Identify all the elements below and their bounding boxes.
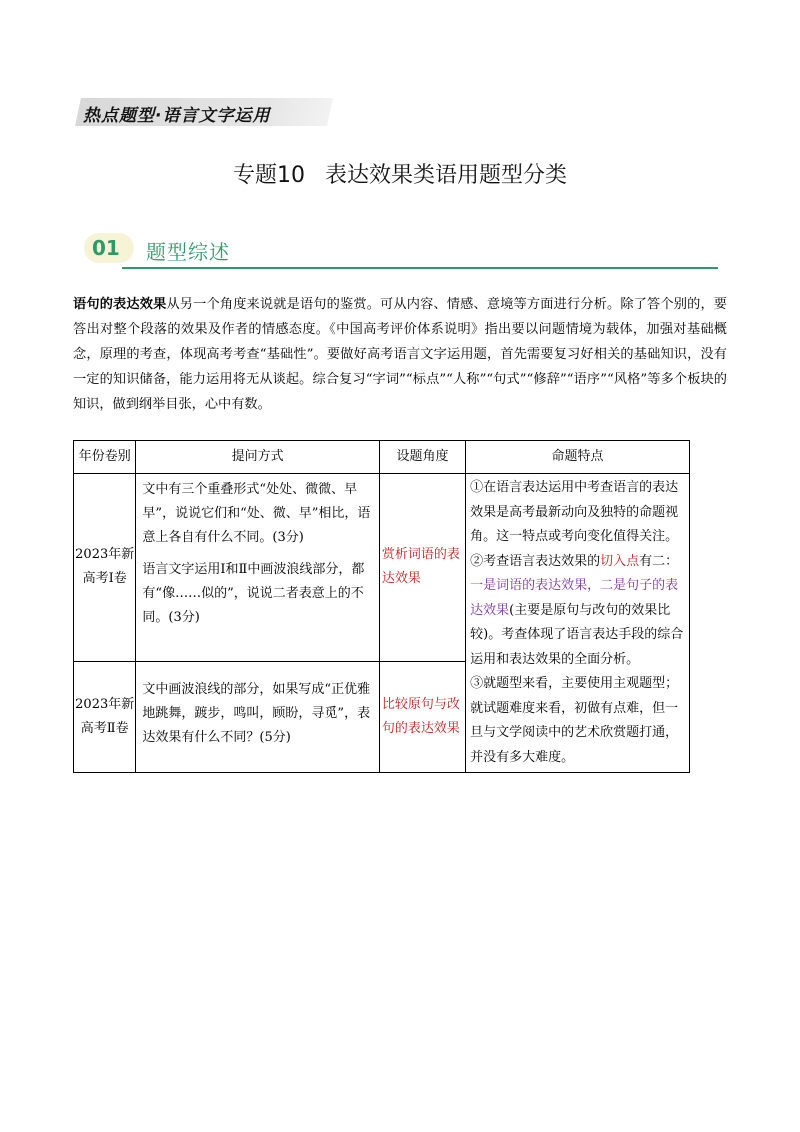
question-type-table bbox=[73, 440, 690, 773]
feature-2-lead: ②考查语言表达效果的 bbox=[470, 553, 601, 569]
header-year: 年份卷别 bbox=[74, 441, 136, 474]
feature-2-highlight: 一是词语的表达效果，二是句子的表达效果 bbox=[470, 578, 679, 618]
row-angle: 比较原句与改句的表达效果 bbox=[379, 661, 465, 772]
section-underline bbox=[122, 267, 718, 269]
table-row bbox=[74, 474, 690, 662]
feature-2-colon: 有二： bbox=[639, 553, 679, 569]
intro-bold-term: 语句的表达效果 bbox=[73, 297, 167, 312]
header-question: 提问方式 bbox=[136, 441, 379, 474]
title-prefix: 专题10 bbox=[232, 163, 305, 188]
feature-point-3: ③就题型来看，主要使用主观题型；就试题难度来看，初做有点难，但一旦与文学阅读中的艺术欣赏题打通，并没有多大难度。 bbox=[470, 676, 679, 765]
feature-cell bbox=[466, 474, 690, 773]
page-title bbox=[0, 158, 800, 189]
section-heading bbox=[78, 228, 718, 272]
row-year: 2023年新高考Ⅱ卷 bbox=[74, 661, 136, 772]
banner-label: 热点题型·语言文字运用 bbox=[83, 106, 271, 126]
question-text: 文中画波浪线的部分，如果写成“正优雅地跳舞，踱步，鸣叫，顾盼，寻觅”，表达效果有什么不同？(5分) bbox=[142, 681, 371, 745]
row-year: 2023年新高考Ⅰ卷 bbox=[74, 474, 136, 662]
section-number: 01 bbox=[92, 236, 120, 260]
question-text: 语言文字运用Ⅰ和Ⅱ中画波浪线部分，都有“像……似的”，说说二者表意上的不同。(3分) bbox=[142, 562, 365, 625]
row-questions bbox=[136, 474, 379, 662]
feature-2-keyword: 切入点 bbox=[600, 553, 640, 569]
intro-paragraph bbox=[73, 292, 727, 417]
topic-banner bbox=[75, 98, 325, 128]
table-header-row bbox=[74, 441, 690, 474]
feature-point-2 bbox=[470, 550, 685, 673]
row-questions bbox=[136, 661, 379, 772]
header-feature: 命题特点 bbox=[466, 441, 690, 474]
section-title: 题型综述 bbox=[146, 240, 230, 264]
feature-point-1: ①在语言表达运用中考查语言的表达效果是高考最新动向及独特的命题视角。这一特点或考向变化值得关注。 bbox=[470, 480, 679, 544]
question-text: 文中有三个重叠形式“处处、微微、早早”，说说它们和“处、微、早”相比，语意上各自有什么不同。(3分) bbox=[142, 482, 371, 545]
title-text: 表达效果类语用题型分类 bbox=[324, 163, 567, 188]
intro-text: 从另一个角度来说就是语句的鉴赏。可从内容、情感、意境等方面进行分析。除了答个别的，要答出对整个段落的效果及作者的情感态度。《中国高考评价体系说明》指出要以问题情境为载体，加强对基础概念，原理的考查，体现高考考查“基础性”。要做好高考语言文字运用题，首先需要复习好相关的基础知识，没有一定的知识储备，能力运用将无从谈起。综合复习“字词”“标点”“人称”“句式”“修辞”“语序”“风格”等多个板块的知识，做到纲举目张，心中有数。 bbox=[73, 297, 727, 412]
feature-2-tail: (主要是原句与改句的效果比较)。考查体现了语言表达手段的综合运用和表达效果的全面分析。 bbox=[470, 602, 684, 667]
row-angle: 赏析词语的表达效果 bbox=[379, 474, 465, 662]
header-angle: 设题角度 bbox=[379, 441, 465, 474]
